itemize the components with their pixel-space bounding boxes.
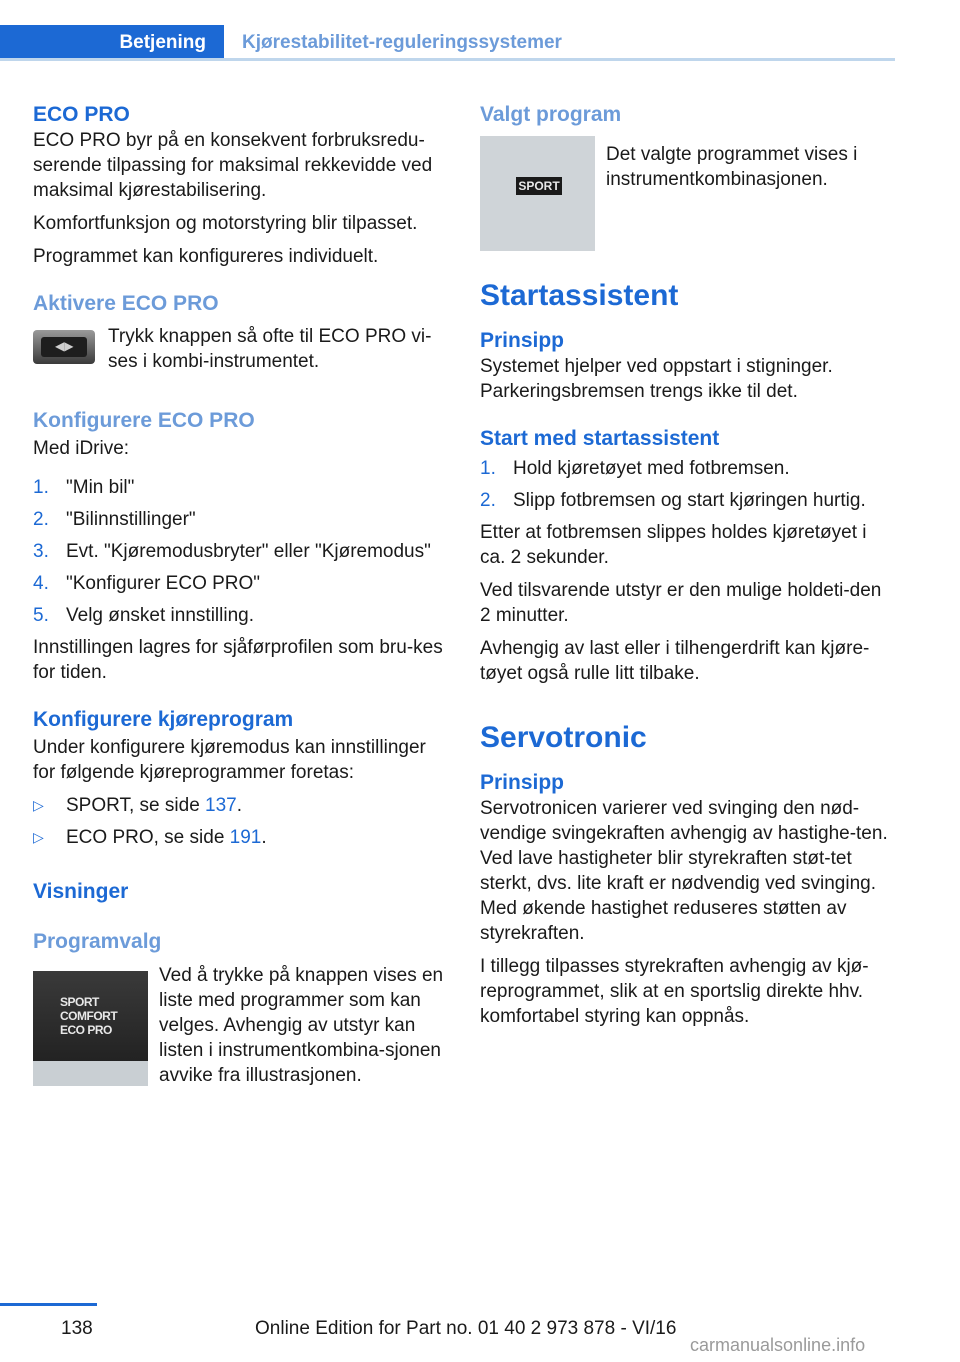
sport-display-image [480,136,595,251]
configure-program-text: Under konfigurere kjøremodus kan innstillinger for følgende kjøreprogrammer foretas: [33,737,426,783]
list-item: 1. Hold kjøretøyet med fotbremsen. [480,458,790,479]
selected-program-heading: Valgt program [480,103,622,126]
startassist-text: Systemet hjelper ved oppstart i stigninger. Parkeringsbremsen trengs ikke til det. [480,356,833,402]
program-selection-text: Ved å trykke på knappen vises en liste med programmer som kan velges. Avhengig av utstyr kan listen i instrumentkombina-sjonen avvike fra illustrasjonen. [159,965,444,1086]
configure-steps [33,475,448,628]
list-item: 2. Slipp fotbremsen og start kjøringen hurtig. [480,490,866,511]
selected-program-text: Det valgte programmet vises i instrumentkombinasjonen. [606,144,858,190]
program-menu-image [33,971,148,1086]
program-selection-block [33,963,448,1093]
eco-pro-config-note: Programmet kan konfigureres individuelt. [33,246,379,267]
left-column [33,102,448,1093]
eco-pro-intro: ECO PRO byr på en konsekvent forbruksredu-serende tilpassing for maksimal rekkevidde ved maksimal kjørestabilisering. [33,130,433,201]
header-rule [0,58,895,61]
servotronic-text-1: Servotronicen varierer ved svinging den nød-vendige svingekraften avhengig av hastighe-ten. Ved lave hastigheter blir styrekraften støt-tet sterkt, dvs. lite kraft er nødvendig ved svinging. Med økende hastighet reduseres støtten av styrekraften. [480,798,888,944]
start-steps [480,456,892,513]
watermark: carmanualsonline.info [690,1335,866,1355]
chapter-tab[interactable]: Betjening [0,25,224,61]
header-bar [0,25,895,62]
section-tab[interactable]: Kjørestabilitet-reguleringssystemer [242,32,562,53]
activate-eco-pro-heading: Aktivere ECO PRO [33,292,219,315]
servotronic-text-2: I tillegg tilpasses styrekraften avhengig av kjø-reprogrammet, slik at en sportslig direkte hhv. komfortabel styring kan oppnås. [480,956,869,1027]
page-number: 138 [61,1318,93,1339]
list-item: 3. Evt. "Kjøremodusbryter" eller "Kjøremodus" [33,541,431,562]
start-note-1: Etter at fotbremsen slippes holdes kjøretøyet i ca. 2 sekunder. [480,522,867,568]
configure-note: Innstillingen lagres for sjåførprofilen som bru-kes for tiden. [33,637,443,683]
list-item: 2. "Bilinnstillinger" [33,509,196,530]
list-item: ▷ ECO PRO, se side 191. [33,827,267,848]
startassist-heading: Startassistent [480,279,679,312]
views-heading: Visninger [33,880,129,903]
edition-text: Online Edition for Part no. 01 40 2 973 878 - VI/16 [255,1318,677,1339]
servotronic-heading: Servotronic [480,721,647,754]
sport-badge: SPORT [516,177,562,195]
start-note-3: Avhengig av last eller i tilhengerdrift kan kjøre-tøyet også rulle litt tilbake. [480,638,870,684]
driving-mode-button-image [33,330,95,364]
list-item: 1. "Min bil" [33,477,135,498]
selected-program-block [480,128,892,278]
configure-program-heading: Konfigurere kjøreprogram [33,708,294,731]
program-selection-heading: Programvalg [33,930,162,953]
eco-pro-heading: ECO PRO [33,103,130,126]
startassist-principle-heading: Prinsipp [480,329,565,352]
list-item: 4. "Konfigurer ECO PRO" [33,573,261,594]
page-link-eco-pro[interactable]: 191 [229,827,262,848]
activate-text: Trykk knappen så ofte til ECO PRO vi-ses i kombi-instrumentet. [108,326,432,372]
activate-block [33,324,448,408]
start-with-assist-heading: Start med startassistent [480,427,720,450]
footer-rule [0,1303,97,1306]
list-item: ▷ SPORT, se side 137. [33,795,243,816]
triangle-bullet-icon: ▷ [33,797,44,813]
servotronic-principle-heading: Prinsipp [480,771,565,794]
list-item: 5. Velg ønsket innstilling. [33,605,254,626]
mode-switch-icon: ◀▶ [55,339,74,353]
triangle-bullet-icon: ▷ [33,829,44,845]
start-note-2: Ved tilsvarende utstyr er den mulige holdeti-den 2 minutter. [480,580,882,626]
eco-pro-comfort: Komfortfunksjon og motorstyring blir tilpasset. [33,213,418,234]
program-list [33,793,448,850]
configure-eco-pro-heading: Konfigurere ECO PRO [33,409,255,432]
program-menu: SPORT COMFORT ECO PRO [60,995,118,1037]
configure-intro: Med iDrive: [33,438,130,459]
page-link-sport[interactable]: 137 [205,795,237,816]
right-column [480,102,892,1029]
